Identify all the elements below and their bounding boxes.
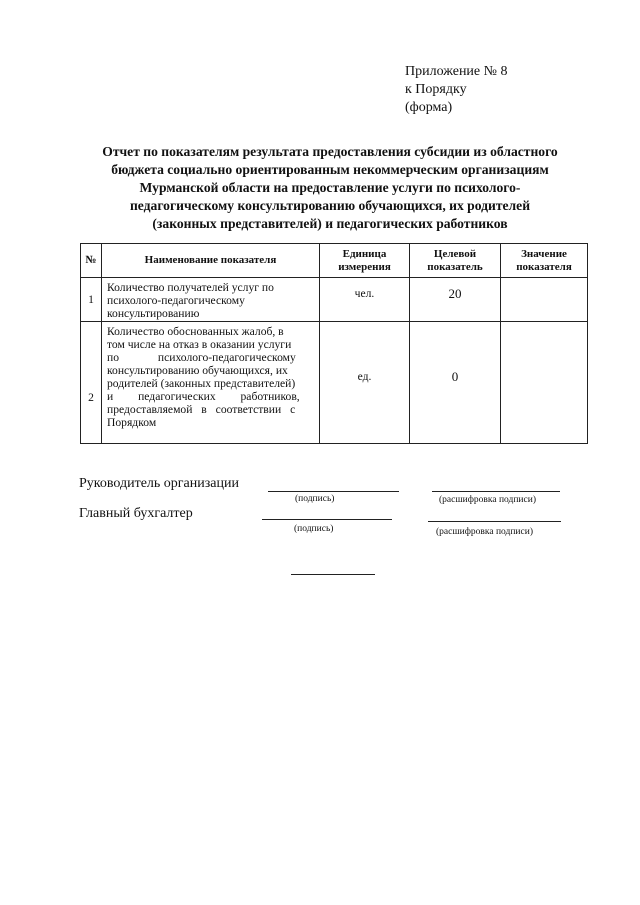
- header-value-line-2: показателя: [516, 260, 572, 273]
- row-target-cell: [410, 322, 501, 444]
- accountant-signature-line[interactable]: [262, 519, 392, 520]
- accountant-decode-caption: (расшифровка подписи): [436, 527, 533, 537]
- table-row: [81, 278, 588, 322]
- header-value-line-1: Значение: [521, 247, 567, 260]
- row-value[interactable]: [501, 322, 588, 444]
- header-unit-line-2: измерения: [338, 260, 391, 273]
- accountant-decode-line[interactable]: [428, 521, 561, 522]
- row-name-line: консультированию: [107, 307, 200, 320]
- row-name-line: Количество получателей услуг по: [107, 281, 274, 294]
- row-unit: ед.: [357, 370, 372, 383]
- row-unit: чел.: [354, 287, 375, 300]
- header-unit-line-1: Единица: [342, 247, 387, 260]
- head-signature-caption: (подпись): [295, 494, 335, 504]
- row-number: 1: [81, 278, 102, 322]
- report-title: [70, 143, 590, 233]
- header-number: №: [81, 244, 102, 278]
- table-row: [81, 322, 588, 444]
- head-signature-line[interactable]: [268, 491, 399, 492]
- indicators-table: [80, 243, 588, 444]
- end-separator-line: [291, 574, 375, 575]
- accountant-signature-caption: (подпись): [294, 524, 334, 534]
- header-value: [501, 244, 588, 278]
- row-target-cell: [410, 278, 501, 322]
- row-name-line: том числе на отказ в оказании услуги: [107, 338, 292, 351]
- title-line-2: бюджета социально ориентированным некоммерческим организациям: [111, 162, 549, 177]
- header-target: [410, 244, 501, 278]
- header-target-line-2: показатель: [427, 260, 483, 273]
- head-of-organization-label: Руководитель организации: [79, 476, 239, 491]
- appendix-form-label: (форма): [405, 100, 453, 115]
- row-target: 20: [448, 286, 462, 301]
- row-indicator-name: [102, 322, 320, 444]
- head-decode-line[interactable]: [432, 491, 560, 492]
- row-target: 0: [451, 369, 459, 384]
- title-line-1: Отчет по показателям результата предоставления субсидии из областного: [102, 144, 558, 159]
- row-unit-cell: [320, 322, 410, 444]
- head-decode-caption: (расшифровка подписи): [439, 495, 536, 505]
- row-name-line: родителей (законных представителей): [107, 377, 296, 390]
- row-indicator-name: [102, 278, 320, 322]
- header-unit: [320, 244, 410, 278]
- row-name-line: психолого-педагогическому: [107, 294, 245, 307]
- title-line-5: (законных представителей) и педагогических работников: [152, 216, 508, 231]
- chief-accountant-label: Главный бухгалтер: [79, 506, 193, 521]
- appendix-reference: к Порядку: [405, 82, 467, 97]
- row-name-line: Количество обоснованных жалоб, в: [107, 325, 284, 338]
- header-indicator-name: Наименование показателя: [102, 244, 320, 278]
- row-name-line: по психолого-педагогическому: [107, 351, 296, 364]
- row-name-line: и педагогических работников,: [107, 390, 300, 403]
- title-line-4: педагогическому консультированию обучающихся, их родителей: [129, 198, 531, 213]
- appendix-note: [405, 63, 508, 117]
- table-header-row: [81, 244, 588, 278]
- appendix-number: Приложение № 8: [405, 64, 508, 79]
- row-name-line: предоставляемой в соответствии с: [107, 403, 296, 416]
- title-line-3: Мурманской области на предоставление услуги по психолого-: [139, 180, 521, 195]
- header-target-line-1: Целевой: [433, 247, 477, 260]
- row-number: 2: [81, 322, 102, 444]
- row-name-line: Порядком: [107, 416, 157, 429]
- row-value[interactable]: [501, 278, 588, 322]
- row-name-line: консультированию обучающихся, их: [107, 364, 288, 377]
- row-unit-cell: [320, 278, 410, 322]
